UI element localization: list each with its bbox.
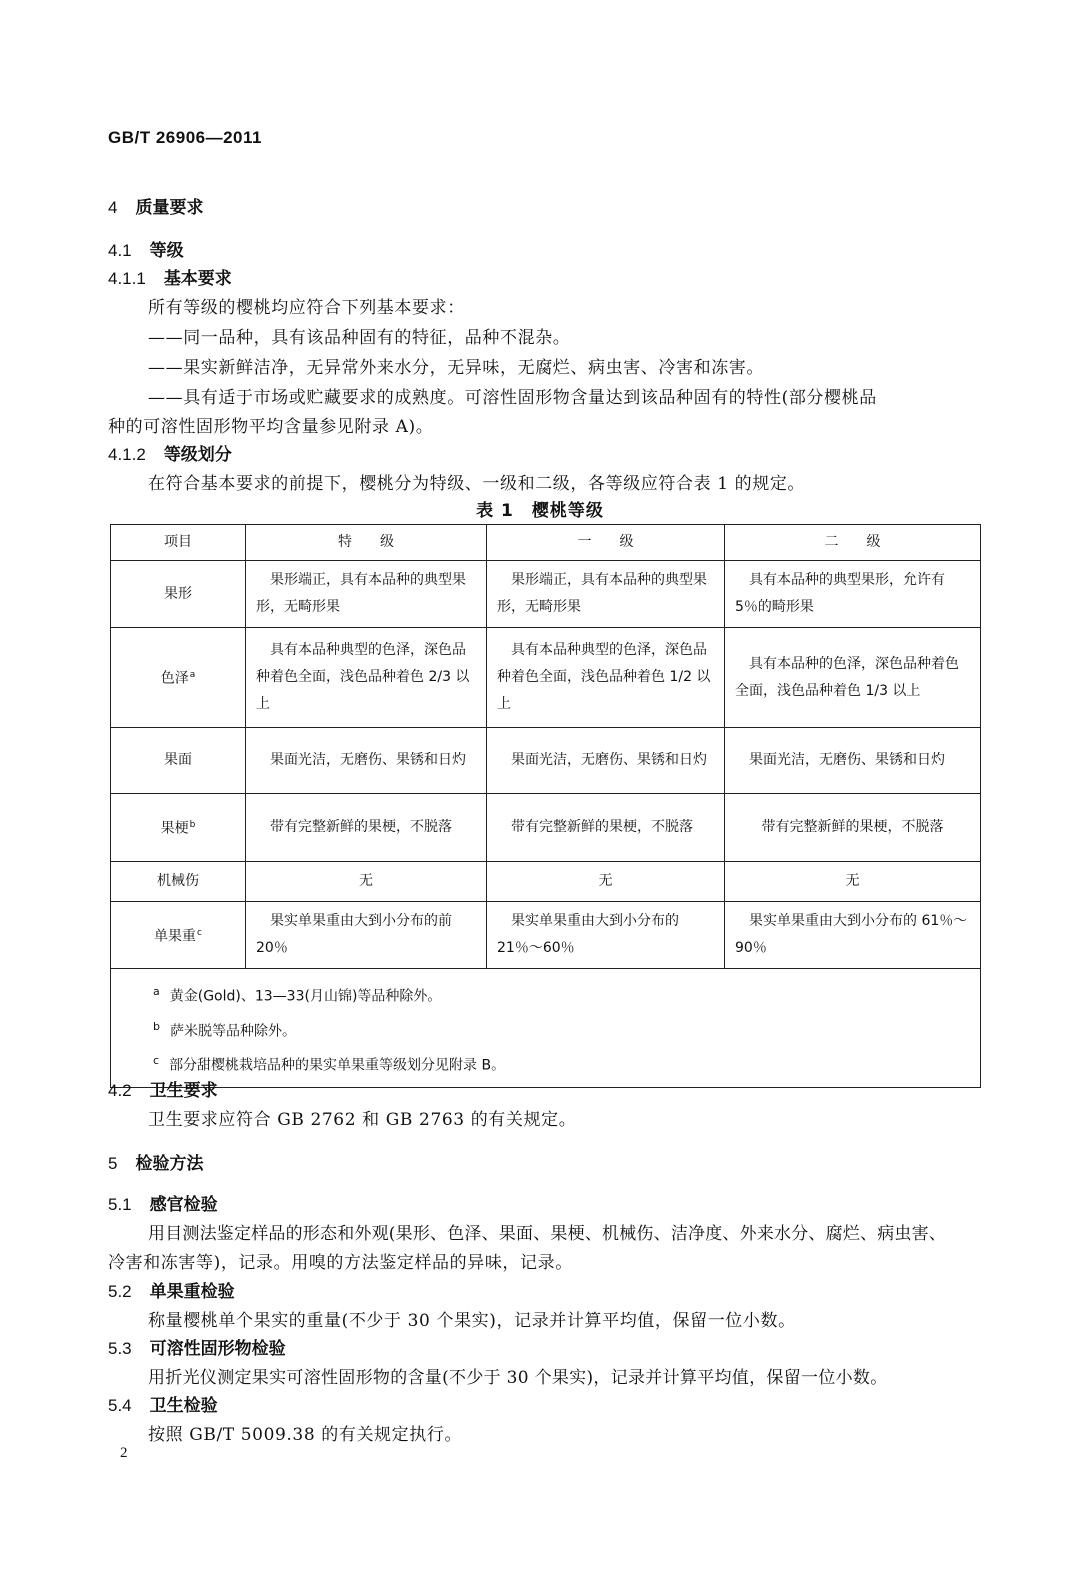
section-number: 4.1.2 <box>108 445 146 464</box>
sensory-test-text: 用目测法鉴定样品的形态和外观(果形、色泽、果面、果梗、机械伤、洁净度、外来水分、腐烂、病虫害、 <box>148 1224 947 1244</box>
section-title: 感官检验 <box>149 1195 218 1215</box>
basic-requirement-item-cont: 种的可溶性固形物平均含量参见附录 A)。 <box>108 417 434 437</box>
first-grade-cell: 果面光洁，无磨伤、果锈和日灼 <box>487 728 725 794</box>
table-row <box>111 628 981 728</box>
first-grade-cell: 果实单果重由大到小分布的 21％～60％ <box>487 902 725 969</box>
premium-cell: 果面光洁，无磨伤、果锈和日灼 <box>246 728 487 794</box>
section-number: 4.1.1 <box>108 269 146 288</box>
section-title: 等级 <box>149 241 184 261</box>
second-grade-cell: 无 <box>725 862 981 902</box>
section-title: 质量要求 <box>135 198 204 218</box>
header-item: 项目 <box>111 525 246 561</box>
section-number: 5.2 <box>108 1282 132 1301</box>
section-5-heading <box>108 1149 203 1174</box>
section-number: 5.4 <box>108 1396 132 1415</box>
section-title: 可溶性固形物检验 <box>149 1339 286 1359</box>
footnote-ref: a <box>189 670 196 681</box>
second-grade-cell: 具有本品种的色泽，深色品种着色全面，浅色品种着色 1/3 以上 <box>725 628 981 728</box>
section-number: 4 <box>108 198 118 217</box>
table-footnotes <box>111 969 981 1088</box>
row-item: 机械伤 <box>111 862 246 902</box>
premium-cell: 无 <box>246 862 487 902</box>
basic-requirement-item: ——同一品种，具有该品种固有的特征，品种不混杂。 <box>148 328 571 348</box>
first-grade-cell: 带有完整新鲜的果梗，不脱落 <box>487 794 725 862</box>
section-title: 卫生检验 <box>149 1396 218 1416</box>
section-5-1-heading <box>108 1190 218 1215</box>
section-number: 4.1 <box>108 241 132 260</box>
section-title: 卫生要求 <box>149 1081 218 1101</box>
hygiene-test-text: 按照 GB/T 5009.38 的有关规定执行。 <box>148 1425 463 1445</box>
grade-intro: 在符合基本要求的前提下，樱桃分为特级、一级和二级，各等级应符合表 1 的规定。 <box>148 474 806 494</box>
table-caption: 表 1 樱桃等级 <box>476 501 604 521</box>
section-title: 检验方法 <box>135 1154 204 1174</box>
second-grade-cell: 具有本品种的典型果形，允许有 5％的畸形果 <box>725 561 981 628</box>
section-4-1-2-heading <box>108 440 232 465</box>
row-item: 果梗$^b$ <box>111 794 246 862</box>
header-premium: 特 级 <box>246 525 487 561</box>
hygiene-text: 卫生要求应符合 GB 2762 和 GB 2763 的有关规定。 <box>148 1110 577 1130</box>
basic-requirement-item: ——具有适于市场或贮藏要求的成熟度。可溶性固形物含量达到该品种固有的特性(部分樱桃品 <box>148 388 877 408</box>
first-grade-cell: 果形端正，具有本品种的典型果形，无畸形果 <box>487 561 725 628</box>
table-header-row <box>111 525 981 561</box>
table-row <box>111 902 981 969</box>
first-grade-cell: 无 <box>487 862 725 902</box>
row-item: 色泽$^a$ <box>111 628 246 728</box>
premium-cell: 带有完整新鲜的果梗，不脱落 <box>246 794 487 862</box>
premium-cell: 具有本品种典型的色泽，深色品种着色全面，浅色品种着色 2/3 以上 <box>246 628 487 728</box>
section-5-2-heading <box>108 1277 235 1302</box>
first-grade-cell: 具有本品种典型的色泽，深色品种着色全面，浅色品种着色 1/2 以上 <box>487 628 725 728</box>
basic-requirements-intro: 所有等级的樱桃均应符合下列基本要求： <box>148 298 465 318</box>
standard-number: GB/T 26906—2011 <box>108 128 262 147</box>
second-grade-cell: 果面光洁，无磨伤、果锈和日灼 <box>725 728 981 794</box>
row-item: 果形 <box>111 561 246 628</box>
header-second: 二 级 <box>725 525 981 561</box>
sensory-test-text-cont: 冷害和冻害等)，记录。用嗅的方法鉴定样品的异味，记录。 <box>108 1253 573 1273</box>
premium-cell: 果实单果重由大到小分布的前 20％ <box>246 902 487 969</box>
section-number: 5 <box>108 1154 118 1173</box>
premium-cell: 果形端正，具有本品种的典型果形，无畸形果 <box>246 561 487 628</box>
table-row <box>111 794 981 862</box>
section-5-3-heading <box>108 1334 286 1359</box>
section-title: 单果重检验 <box>149 1282 235 1302</box>
row-item: 果面 <box>111 728 246 794</box>
header-first: 一 级 <box>487 525 725 561</box>
row-item: 单果重$^c$ <box>111 902 246 969</box>
fruit-weight-test-text: 称量樱桃单个果实的重量(不少于 30 个果实)，记录并计算平均值，保留一位小数。 <box>148 1311 796 1331</box>
section-5-4-heading <box>108 1391 218 1416</box>
section-number: 4.2 <box>108 1081 132 1100</box>
section-title: 等级划分 <box>163 445 232 465</box>
section-title: 基本要求 <box>163 269 232 289</box>
table-row <box>111 561 981 628</box>
second-grade-cell: 果实单果重由大到小分布的 61％～90％ <box>725 902 981 969</box>
section-number: 5.1 <box>108 1195 132 1214</box>
table-row <box>111 862 981 902</box>
table-row <box>111 728 981 794</box>
cherry-grade-table <box>110 524 981 1088</box>
section-4-2-heading <box>108 1076 218 1101</box>
section-4-heading <box>108 193 203 218</box>
footnote: $^a$ 黄金(Gold)、13—33(月山锦)等品种除外。 <box>153 985 442 1005</box>
soluble-solids-test-text: 用折光仪测定果实可溶性固形物的含量(不少于 30 个果实)，记录并计算平均值，保留一位小数。 <box>148 1368 888 1388</box>
page-number: 2 <box>120 1445 128 1461</box>
footnote-ref: c <box>197 927 202 938</box>
footnote: $^b$ 萨米脱等品种除外。 <box>153 1019 296 1040</box>
table-notes-row <box>111 969 981 1088</box>
section-4-1-1-heading <box>108 264 232 289</box>
section-number: 5.3 <box>108 1339 132 1358</box>
footnote: $^c$ 部分甜樱桃栽培品种的果实单果重等级划分见附录 B。 <box>153 1054 506 1074</box>
second-grade-cell: 带有完整新鲜的果梗，不脱落 <box>725 794 981 862</box>
basic-requirement-item: ——果实新鲜洁净，无异常外来水分，无异味，无腐烂、病虫害、冷害和冻害。 <box>148 358 764 378</box>
section-4-1-heading <box>108 236 184 261</box>
footnote-ref: b <box>189 820 196 831</box>
